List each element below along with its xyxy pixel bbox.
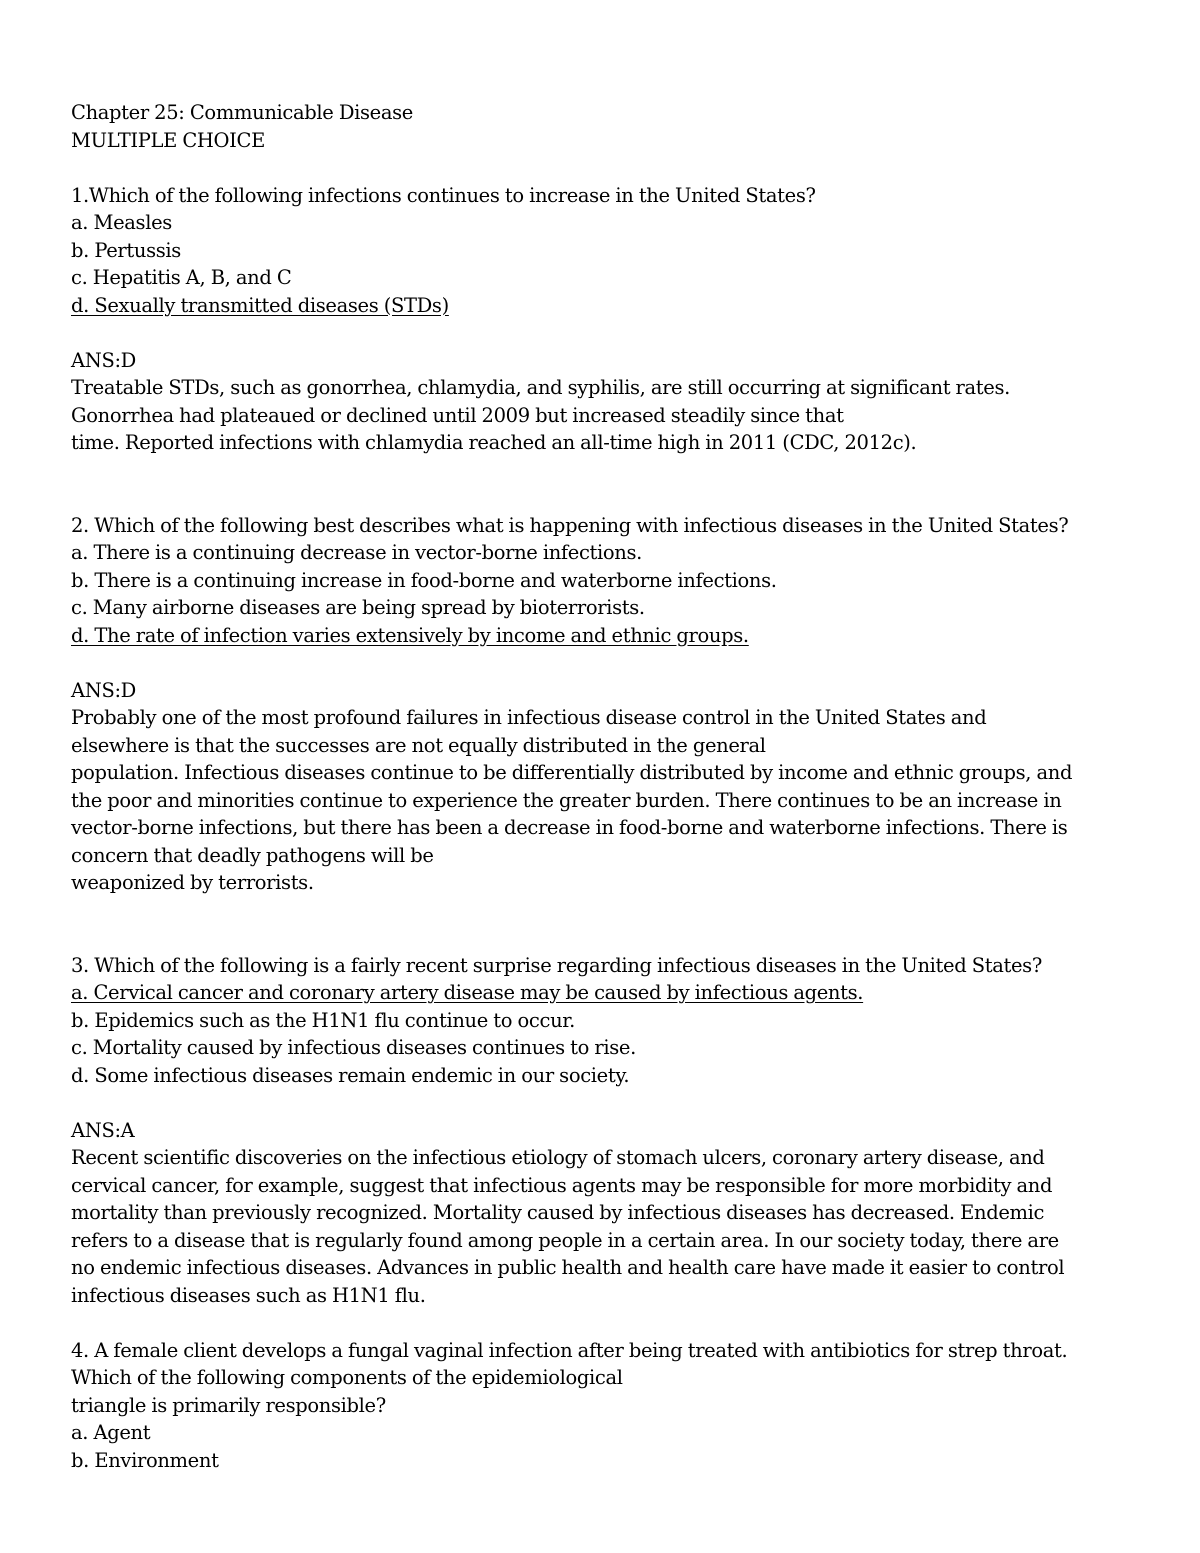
answer-key: ANS:A (71, 1118, 135, 1142)
option-d-correct: d. The rate of infection varies extensively by income and ethnic groups. (71, 623, 749, 647)
section-heading: MULTIPLE CHOICE (71, 128, 265, 152)
rationale-line: no endemic infectious diseases. Advances in public health and health care have made it easier to control (71, 1256, 1065, 1279)
question-stem: 4. A female client develops a fungal vaginal infection after being treated with antibiotics for strep throat. (71, 1338, 1068, 1362)
rationale-line: weaponized by terrorists. (71, 871, 314, 894)
answer-key: ANS:D (71, 348, 136, 372)
option-c: c. Hepatitis A, B, and C (71, 266, 292, 289)
rationale-line: time. Reported infections with chlamydia reached an all-time high in 2011 (CDC, 2012c). (71, 431, 917, 454)
rationale-line: elsewhere is that the successes are not equally distributed in the general (71, 733, 766, 757)
option-c: c. Many airborne diseases are being spread by bioterrorists. (71, 596, 645, 619)
document-page (71, 99, 1151, 1474)
option-d: d. Some infectious diseases remain endemic in our society. (71, 1063, 630, 1087)
option-b: b. Epidemics such as the H1N1 flu continue to occur. (71, 1008, 575, 1032)
option-b: b. There is a continuing increase in food-borne and waterborne infections. (71, 568, 777, 592)
answer-key: ANS:D (71, 678, 136, 702)
rationale-line: Gonorrhea had plateaued or declined until 2009 but increased steadily since that (71, 403, 844, 427)
option-a: a. Measles (71, 211, 172, 234)
option-a: a. There is a continuing decrease in vector-borne infections. (71, 541, 643, 564)
question-stem: triangle is primarily responsible? (71, 1393, 386, 1417)
question-stem: 1.Which of the following infections continues to increase in the United States? (71, 183, 816, 207)
question-4 (71, 1337, 1151, 1475)
question-stem: 2. Which of the following best describes what is happening with infectious diseases in the United States? (71, 513, 1069, 537)
rationale-line: Recent scientific discoveries on the infectious etiology of stomach ulcers, coronary artery disease, and (71, 1146, 1045, 1169)
rationale-line: cervical cancer, for example, suggest that infectious agents may be responsible for more morbidity and (71, 1173, 1053, 1197)
option-a-correct: a. Cervical cancer and coronary artery disease may be caused by infectious agents. (71, 981, 864, 1004)
rationale-line: infectious diseases such as H1N1 flu. (71, 1283, 426, 1307)
question-stem: 3. Which of the following is a fairly recent surprise regarding infectious diseases in the United States? (71, 953, 1042, 977)
option-b: b. Environment (71, 1448, 219, 1472)
rationale-line: population. Infectious diseases continue to be differentially distributed by income and ethnic groups, and (71, 761, 1073, 784)
rationale-line: vector-borne infections, but there has been a decrease in food-borne and waterborne infections. There is (71, 816, 1068, 839)
question-2 (71, 512, 1151, 897)
question-3 (71, 952, 1151, 1310)
option-b: b. Pertussis (71, 238, 181, 262)
rationale-line: Probably one of the most profound failures in infectious disease control in the United States and (71, 706, 987, 729)
option-d-correct: d. Sexually transmitted diseases (STDs) (71, 293, 449, 317)
rationale-line: refers to a disease that is regularly found among people in a certain area. In our society today, there are (71, 1228, 1059, 1252)
rationale-line: Treatable STDs, such as gonorrhea, chlamydia, and syphilis, are still occurring at significant rates. (71, 376, 1010, 399)
question-stem: Which of the following components of the epidemiological (71, 1366, 623, 1389)
rationale-line: mortality than previously recognized. Mortality caused by infectious diseases has decreased. Endemic (71, 1201, 1045, 1224)
option-a: a. Agent (71, 1421, 151, 1444)
option-c: c. Mortality caused by infectious diseases continues to rise. (71, 1036, 636, 1059)
rationale-line: concern that deadly pathogens will be (71, 843, 434, 867)
chapter-title: Chapter 25: Communicable Disease (71, 101, 413, 124)
question-1 (71, 182, 1151, 457)
rationale-line: the poor and minorities continue to experience the greater burden. There continues to be an increase in (71, 788, 1062, 812)
